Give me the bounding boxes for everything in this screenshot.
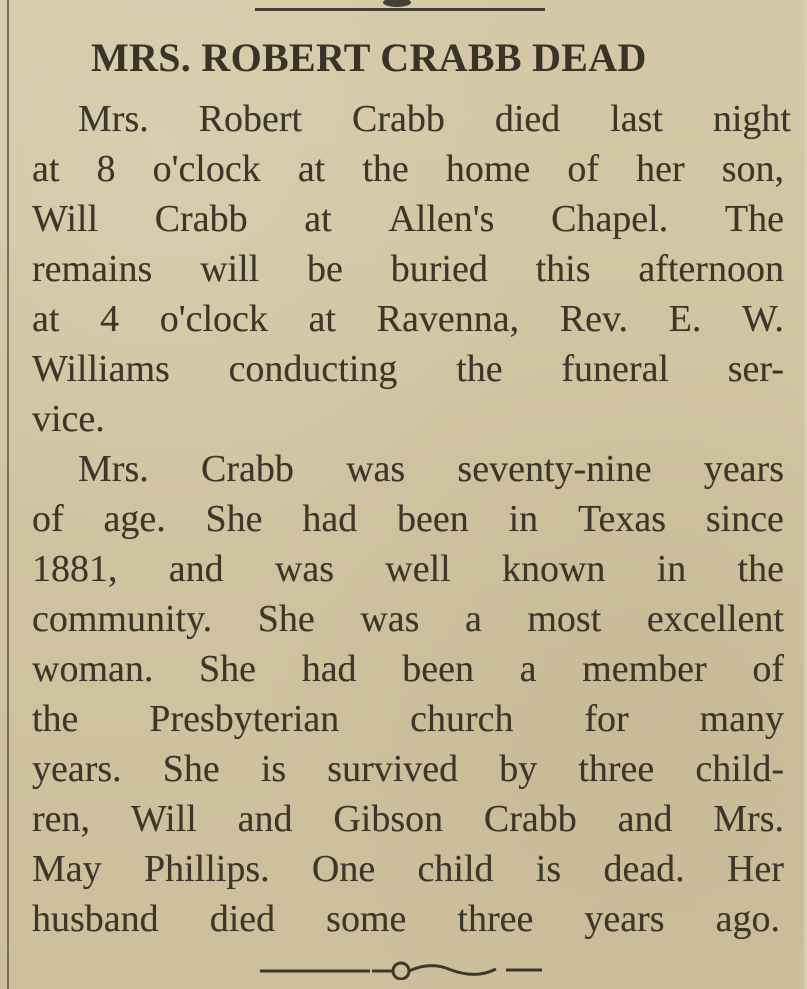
paragraph-1-line-3: Will Crabb at Allen's Chapel. The (32, 198, 784, 240)
paragraph-1-line-5: at 4 o'clock at Ravenna, Rev. E. W. (32, 298, 784, 340)
paragraph-2-line-7: years. She is survived by three child- (32, 748, 784, 790)
paragraph-1-line-4: remains will be buried this afternoon (32, 248, 784, 290)
headline: MRS. ROBERT CRABB DEAD (91, 35, 647, 80)
paragraph-2-line-8: ren, Will and Gibson Crabb and Mrs. (32, 798, 784, 840)
paragraph-2-line-1: Mrs. Crabb was seventy-nine years (78, 448, 784, 490)
paragraph-1-line-6: Williams conducting the funeral ser- (32, 348, 784, 390)
paragraph-2-line-10: husband died some three years ago. (32, 898, 780, 940)
paragraph-2-line-5: woman. She had been a member of (32, 648, 784, 690)
paragraph-1-line-7: vice. (32, 398, 105, 440)
top-ornament-rule (255, 0, 545, 11)
paragraph-2-line-3: 1881, and was well known in the (32, 548, 784, 590)
paragraph-2-line-4: community. She was a most excellent (32, 598, 784, 640)
paragraph-2-line-2: of age. She had been in Texas since (32, 498, 784, 540)
paragraph-1-line-1: Mrs. Robert Crabb died last night (78, 98, 791, 140)
bottom-ornament-divider (258, 960, 544, 980)
paragraph-2-line-9: May Phillips. One child is dead. Her (32, 848, 784, 890)
paragraph-2-line-6: the Presbyterian church for many (32, 698, 784, 740)
left-column-rule (7, 0, 9, 989)
paragraph-1-line-2: at 8 o'clock at the home of her son, (32, 148, 784, 190)
